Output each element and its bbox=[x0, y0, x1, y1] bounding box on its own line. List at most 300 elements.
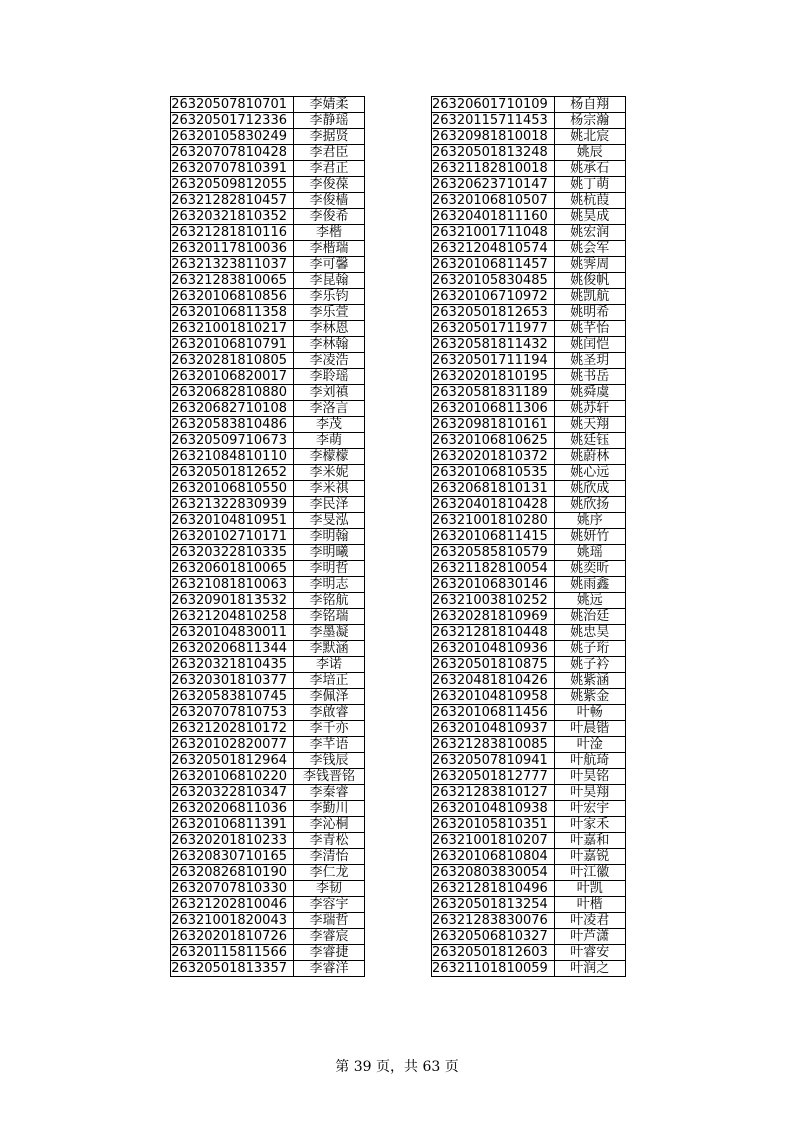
student-name-cell: 李诺 bbox=[294, 657, 365, 673]
student-name-cell: 李明哲 bbox=[294, 561, 365, 577]
exam-number-cell: 26320501812777 bbox=[432, 769, 555, 785]
table-row bbox=[171, 289, 365, 305]
table-row bbox=[432, 417, 626, 433]
table-row bbox=[432, 673, 626, 689]
exam-number-cell: 26320106830146 bbox=[432, 577, 555, 593]
table-row bbox=[432, 465, 626, 481]
exam-number-cell: 26320106810791 bbox=[171, 337, 294, 353]
student-name-cell: 姚辰 bbox=[554, 145, 625, 161]
exam-number-cell: 26320104810958 bbox=[432, 689, 555, 705]
exam-number-cell: 26321283810127 bbox=[432, 785, 555, 801]
student-name-cell: 姚序 bbox=[554, 513, 625, 529]
student-name-cell: 叶家禾 bbox=[554, 817, 625, 833]
table-row bbox=[432, 753, 626, 769]
student-name-cell: 叶江徽 bbox=[554, 865, 625, 881]
student-name-cell: 李瑞哲 bbox=[294, 913, 365, 929]
exam-number-cell: 26320826810190 bbox=[171, 865, 294, 881]
table-row bbox=[171, 401, 365, 417]
exam-number-cell: 26320106810220 bbox=[171, 769, 294, 785]
table-row bbox=[432, 641, 626, 657]
student-name-cell: 姚欣扬 bbox=[554, 497, 625, 513]
student-name-cell: 李睿捷 bbox=[294, 945, 365, 961]
student-name-cell: 姚忠昊 bbox=[554, 625, 625, 641]
exam-number-cell: 26321283830076 bbox=[432, 913, 555, 929]
student-name-cell: 李可馨 bbox=[294, 257, 365, 273]
exam-number-cell: 26321101810059 bbox=[432, 961, 555, 977]
exam-number-cell: 26320707810330 bbox=[171, 881, 294, 897]
exam-number-cell: 26320104810936 bbox=[432, 641, 555, 657]
student-name-cell: 叶航琦 bbox=[554, 753, 625, 769]
student-name-cell: 李楷 bbox=[294, 225, 365, 241]
table-row bbox=[171, 209, 365, 225]
exam-number-cell: 26320707810391 bbox=[171, 161, 294, 177]
exam-number-cell: 26320106811391 bbox=[171, 817, 294, 833]
exam-number-cell: 26320106810550 bbox=[171, 481, 294, 497]
exam-number-cell: 26320501712336 bbox=[171, 113, 294, 129]
student-name-cell: 李萌 bbox=[294, 433, 365, 449]
exam-number-cell: 26320105810351 bbox=[432, 817, 555, 833]
exam-number-cell: 26321204810574 bbox=[432, 241, 555, 257]
table-row bbox=[171, 273, 365, 289]
exam-number-cell: 26320901813532 bbox=[171, 593, 294, 609]
exam-number-cell: 26320322810347 bbox=[171, 785, 294, 801]
student-name-cell: 李芊语 bbox=[294, 737, 365, 753]
student-name-cell: 姚北宸 bbox=[554, 129, 625, 145]
exam-number-cell: 26320201810195 bbox=[432, 369, 555, 385]
table-row bbox=[432, 305, 626, 321]
table-row bbox=[171, 865, 365, 881]
student-name-cell: 姚瑶 bbox=[554, 545, 625, 561]
student-name-cell: 姚雨鑫 bbox=[554, 577, 625, 593]
table-row bbox=[432, 113, 626, 129]
student-name-cell: 李清怡 bbox=[294, 849, 365, 865]
exam-number-cell: 26320506810327 bbox=[432, 929, 555, 945]
student-name-cell: 姚远 bbox=[554, 593, 625, 609]
student-name-cell: 李钱晋铭 bbox=[294, 769, 365, 785]
student-name-cell: 叶楷 bbox=[554, 897, 625, 913]
exam-number-cell: 26320322810335 bbox=[171, 545, 294, 561]
exam-number-cell: 26320682810880 bbox=[171, 385, 294, 401]
exam-number-cell: 26320581831189 bbox=[432, 385, 555, 401]
student-name-cell: 李乐钧 bbox=[294, 289, 365, 305]
table-row bbox=[432, 801, 626, 817]
student-name-cell: 姚杭葭 bbox=[554, 193, 625, 209]
exam-number-cell: 26320104810951 bbox=[171, 513, 294, 529]
table-row bbox=[171, 753, 365, 769]
table-row bbox=[432, 433, 626, 449]
exam-number-cell: 26321202810046 bbox=[171, 897, 294, 913]
exam-number-cell: 26320501812964 bbox=[171, 753, 294, 769]
student-name-cell: 姚苏轩 bbox=[554, 401, 625, 417]
exam-number-cell: 26321204810258 bbox=[171, 609, 294, 625]
table-row bbox=[171, 945, 365, 961]
student-name-cell: 叶润之 bbox=[554, 961, 625, 977]
student-name-cell: 李明翰 bbox=[294, 529, 365, 545]
student-name-cell: 李千亦 bbox=[294, 721, 365, 737]
exam-number-cell: 26320104810938 bbox=[432, 801, 555, 817]
table-row bbox=[171, 225, 365, 241]
exam-number-cell: 26320106811415 bbox=[432, 529, 555, 545]
table-row bbox=[171, 897, 365, 913]
table-row bbox=[432, 609, 626, 625]
exam-number-cell: 26321001810207 bbox=[432, 833, 555, 849]
student-name-cell: 李乐萱 bbox=[294, 305, 365, 321]
student-name-cell: 李楷瑞 bbox=[294, 241, 365, 257]
student-name-cell: 姚子衿 bbox=[554, 657, 625, 673]
table-row bbox=[171, 529, 365, 545]
table-row bbox=[432, 401, 626, 417]
student-name-cell: 杨宗瀚 bbox=[554, 113, 625, 129]
exam-number-cell: 26321281810448 bbox=[432, 625, 555, 641]
exam-number-cell: 26320115711453 bbox=[432, 113, 555, 129]
table-row bbox=[171, 465, 365, 481]
table-row bbox=[432, 961, 626, 977]
student-name-cell: 姚欣成 bbox=[554, 481, 625, 497]
exam-number-cell: 26320509812055 bbox=[171, 177, 294, 193]
table-row bbox=[432, 497, 626, 513]
exam-number-cell: 26320321810352 bbox=[171, 209, 294, 225]
student-name-cell: 李刘禛 bbox=[294, 385, 365, 401]
roster-body-left bbox=[171, 97, 365, 977]
student-name-cell: 姚承石 bbox=[554, 161, 625, 177]
student-name-cell: 叶宏宇 bbox=[554, 801, 625, 817]
exam-number-cell: 26320106811358 bbox=[171, 305, 294, 321]
student-name-cell: 李林恩 bbox=[294, 321, 365, 337]
table-row bbox=[171, 385, 365, 401]
exam-number-cell: 26320206811344 bbox=[171, 641, 294, 657]
student-name-cell: 李凌浩 bbox=[294, 353, 365, 369]
student-name-cell: 李墨凝 bbox=[294, 625, 365, 641]
table-row bbox=[171, 113, 365, 129]
student-name-cell: 姚天翔 bbox=[554, 417, 625, 433]
exam-number-cell: 26320583810486 bbox=[171, 417, 294, 433]
table-row bbox=[171, 481, 365, 497]
roster-table-right bbox=[431, 96, 626, 977]
exam-number-cell: 26321202810172 bbox=[171, 721, 294, 737]
table-row bbox=[171, 929, 365, 945]
table-row bbox=[432, 737, 626, 753]
table-row bbox=[171, 689, 365, 705]
table-row bbox=[432, 817, 626, 833]
student-name-cell: 李林翰 bbox=[294, 337, 365, 353]
exam-number-cell: 26320583810745 bbox=[171, 689, 294, 705]
exam-number-cell: 26321081810063 bbox=[171, 577, 294, 593]
exam-number-cell: 26320105830249 bbox=[171, 129, 294, 145]
exam-number-cell: 26320301810377 bbox=[171, 673, 294, 689]
exam-number-cell: 26320501711977 bbox=[432, 321, 555, 337]
table-row bbox=[432, 385, 626, 401]
exam-number-cell: 26320401810428 bbox=[432, 497, 555, 513]
exam-number-cell: 26320115811566 bbox=[171, 945, 294, 961]
table-row bbox=[432, 593, 626, 609]
table-row bbox=[432, 897, 626, 913]
table-row bbox=[171, 577, 365, 593]
table-row bbox=[432, 481, 626, 497]
table-row bbox=[171, 193, 365, 209]
exam-number-cell: 26321001711048 bbox=[432, 225, 555, 241]
exam-number-cell: 26320201810233 bbox=[171, 833, 294, 849]
exam-number-cell: 26321084810110 bbox=[171, 449, 294, 465]
exam-number-cell: 26320507810941 bbox=[432, 753, 555, 769]
student-name-cell: 李青松 bbox=[294, 833, 365, 849]
student-name-cell: 姚书岳 bbox=[554, 369, 625, 385]
exam-number-cell: 26320501812653 bbox=[432, 305, 555, 321]
table-row bbox=[432, 449, 626, 465]
exam-number-cell: 26321281810496 bbox=[432, 881, 555, 897]
exam-number-cell: 26321182810018 bbox=[432, 161, 555, 177]
student-name-cell: 李钱辰 bbox=[294, 753, 365, 769]
table-row bbox=[432, 177, 626, 193]
roster-table-left bbox=[170, 96, 365, 977]
student-name-cell: 李檬檬 bbox=[294, 449, 365, 465]
exam-number-cell: 26321322830939 bbox=[171, 497, 294, 513]
table-row bbox=[432, 657, 626, 673]
table-row bbox=[432, 689, 626, 705]
student-name-cell: 李茂 bbox=[294, 417, 365, 433]
exam-number-cell: 26320106810625 bbox=[432, 433, 555, 449]
table-row bbox=[432, 145, 626, 161]
table-row bbox=[171, 913, 365, 929]
exam-number-cell: 26320509710673 bbox=[171, 433, 294, 449]
exam-number-cell: 26320803830054 bbox=[432, 865, 555, 881]
page-footer: 第 39 页，共 63 页 bbox=[335, 1059, 459, 1075]
table-row bbox=[171, 641, 365, 657]
exam-number-cell: 26320981810018 bbox=[432, 129, 555, 145]
table-row bbox=[432, 257, 626, 273]
exam-number-cell: 26320601810065 bbox=[171, 561, 294, 577]
exam-number-cell: 26321283810085 bbox=[432, 737, 555, 753]
table-row bbox=[432, 97, 626, 113]
student-name-cell: 李明志 bbox=[294, 577, 365, 593]
student-name-cell: 李沁桐 bbox=[294, 817, 365, 833]
table-row bbox=[171, 657, 365, 673]
table-row bbox=[432, 913, 626, 929]
table-row bbox=[171, 961, 365, 977]
student-name-cell: 李洛言 bbox=[294, 401, 365, 417]
student-name-cell: 李睿洋 bbox=[294, 961, 365, 977]
table-row bbox=[171, 705, 365, 721]
exam-number-cell: 26320623710147 bbox=[432, 177, 555, 193]
table-row bbox=[171, 241, 365, 257]
student-name-cell: 李佩泽 bbox=[294, 689, 365, 705]
student-name-cell: 叶嘉锐 bbox=[554, 849, 625, 865]
table-row bbox=[432, 865, 626, 881]
table-row bbox=[432, 193, 626, 209]
exam-number-cell: 26320106811456 bbox=[432, 705, 555, 721]
student-name-cell: 李铭瑞 bbox=[294, 609, 365, 625]
student-name-cell: 李俊樯 bbox=[294, 193, 365, 209]
student-name-cell: 姚蔚林 bbox=[554, 449, 625, 465]
table-row bbox=[171, 305, 365, 321]
exam-number-cell: 26321001810280 bbox=[432, 513, 555, 529]
table-row bbox=[432, 369, 626, 385]
student-name-cell: 李米妮 bbox=[294, 465, 365, 481]
exam-number-cell: 26320104830011 bbox=[171, 625, 294, 641]
exam-number-cell: 26320104810937 bbox=[432, 721, 555, 737]
table-row bbox=[171, 881, 365, 897]
exam-number-cell: 26320981810161 bbox=[432, 417, 555, 433]
exam-number-cell: 26320106710972 bbox=[432, 289, 555, 305]
exam-number-cell: 26320601710109 bbox=[432, 97, 555, 113]
student-name-cell: 姚舜虞 bbox=[554, 385, 625, 401]
student-name-cell: 李聆瑶 bbox=[294, 369, 365, 385]
student-name-cell: 姚圣玥 bbox=[554, 353, 625, 369]
table-row bbox=[432, 721, 626, 737]
student-name-cell: 姚明希 bbox=[554, 305, 625, 321]
exam-number-cell: 26320581811432 bbox=[432, 337, 555, 353]
table-row bbox=[432, 625, 626, 641]
exam-number-cell: 26320102820077 bbox=[171, 737, 294, 753]
table-row bbox=[171, 321, 365, 337]
table-row bbox=[171, 145, 365, 161]
table-row bbox=[432, 529, 626, 545]
student-name-cell: 叶芦潇 bbox=[554, 929, 625, 945]
table-row bbox=[432, 561, 626, 577]
student-name-cell: 姚廷钰 bbox=[554, 433, 625, 449]
roster-body-right bbox=[432, 97, 626, 977]
table-row bbox=[432, 353, 626, 369]
exam-number-cell: 26320281810969 bbox=[432, 609, 555, 625]
student-name-cell: 李秦睿 bbox=[294, 785, 365, 801]
student-name-cell: 叶畅 bbox=[554, 705, 625, 721]
table-row bbox=[171, 817, 365, 833]
table-row bbox=[171, 673, 365, 689]
exam-number-cell: 26320481810426 bbox=[432, 673, 555, 689]
exam-number-cell: 26320106810856 bbox=[171, 289, 294, 305]
student-name-cell: 李俊葆 bbox=[294, 177, 365, 193]
student-name-cell: 李韧 bbox=[294, 881, 365, 897]
student-name-cell: 李婧柔 bbox=[294, 97, 365, 113]
table-row bbox=[432, 929, 626, 945]
student-name-cell: 李君臣 bbox=[294, 145, 365, 161]
student-name-cell: 姚芊怡 bbox=[554, 321, 625, 337]
student-name-cell: 姚丁萌 bbox=[554, 177, 625, 193]
student-name-cell: 姚昊成 bbox=[554, 209, 625, 225]
student-name-cell: 姚俊帆 bbox=[554, 273, 625, 289]
exam-number-cell: 26320501812603 bbox=[432, 945, 555, 961]
exam-number-cell: 26320201810726 bbox=[171, 929, 294, 945]
table-row bbox=[171, 177, 365, 193]
student-name-cell: 姚治廷 bbox=[554, 609, 625, 625]
table-row bbox=[171, 593, 365, 609]
exam-number-cell: 26320501813254 bbox=[432, 897, 555, 913]
table-row bbox=[171, 785, 365, 801]
student-name-cell: 姚奕昕 bbox=[554, 561, 625, 577]
exam-number-cell: 26320401811160 bbox=[432, 209, 555, 225]
student-name-cell: 叶昊翔 bbox=[554, 785, 625, 801]
student-name-cell: 李民泽 bbox=[294, 497, 365, 513]
student-name-cell: 叶睿安 bbox=[554, 945, 625, 961]
exam-number-cell: 26320830710165 bbox=[171, 849, 294, 865]
exam-number-cell: 26320206811036 bbox=[171, 801, 294, 817]
table-row bbox=[171, 337, 365, 353]
student-name-cell: 李明曦 bbox=[294, 545, 365, 561]
table-row bbox=[171, 497, 365, 513]
exam-number-cell: 26320501812652 bbox=[171, 465, 294, 481]
exam-number-cell: 26320501711194 bbox=[432, 353, 555, 369]
table-row bbox=[432, 513, 626, 529]
student-name-cell: 李铭航 bbox=[294, 593, 365, 609]
table-row bbox=[171, 449, 365, 465]
student-name-cell: 李默涵 bbox=[294, 641, 365, 657]
exam-number-cell: 26321283810065 bbox=[171, 273, 294, 289]
exam-number-cell: 26320507810701 bbox=[171, 97, 294, 113]
table-row bbox=[171, 737, 365, 753]
student-name-cell: 叶嘉和 bbox=[554, 833, 625, 849]
exam-number-cell: 26320106810804 bbox=[432, 849, 555, 865]
table-row bbox=[432, 545, 626, 561]
table-row bbox=[171, 433, 365, 449]
table-row bbox=[432, 881, 626, 897]
student-name-cell: 李勤川 bbox=[294, 801, 365, 817]
table-row bbox=[432, 321, 626, 337]
exam-number-cell: 26320106820017 bbox=[171, 369, 294, 385]
table-row bbox=[171, 417, 365, 433]
table-row bbox=[432, 161, 626, 177]
table-row bbox=[432, 209, 626, 225]
student-name-cell: 李君正 bbox=[294, 161, 365, 177]
student-name-cell: 李仁龙 bbox=[294, 865, 365, 881]
table-row bbox=[171, 129, 365, 145]
table-row bbox=[432, 785, 626, 801]
table-row bbox=[171, 769, 365, 785]
table-row bbox=[171, 849, 365, 865]
student-name-cell: 杨自翔 bbox=[554, 97, 625, 113]
student-name-cell: 李睿宸 bbox=[294, 929, 365, 945]
student-name-cell: 叶凯 bbox=[554, 881, 625, 897]
table-row bbox=[432, 833, 626, 849]
student-name-cell: 叶晨锴 bbox=[554, 721, 625, 737]
table-row bbox=[432, 129, 626, 145]
table-row bbox=[171, 609, 365, 625]
table-row bbox=[171, 353, 365, 369]
exam-number-cell: 26320201810372 bbox=[432, 449, 555, 465]
exam-number-cell: 26320106811306 bbox=[432, 401, 555, 417]
exam-number-cell: 26321003810252 bbox=[432, 593, 555, 609]
student-name-cell: 姚宏润 bbox=[554, 225, 625, 241]
exam-number-cell: 26320501810875 bbox=[432, 657, 555, 673]
exam-number-cell: 26321001810217 bbox=[171, 321, 294, 337]
exam-number-cell: 26320117810036 bbox=[171, 241, 294, 257]
student-name-cell: 姚会军 bbox=[554, 241, 625, 257]
student-name-cell: 叶凌君 bbox=[554, 913, 625, 929]
exam-number-cell: 26320281810805 bbox=[171, 353, 294, 369]
table-row bbox=[432, 577, 626, 593]
student-name-cell: 李米祺 bbox=[294, 481, 365, 497]
exam-number-cell: 26320106811457 bbox=[432, 257, 555, 273]
table-row bbox=[171, 721, 365, 737]
exam-number-cell: 26320106810507 bbox=[432, 193, 555, 209]
student-name-cell: 姚霁周 bbox=[554, 257, 625, 273]
exam-number-cell: 26321323811037 bbox=[171, 257, 294, 273]
student-name-cell: 姚心远 bbox=[554, 465, 625, 481]
table-row bbox=[171, 561, 365, 577]
exam-number-cell: 26320707810428 bbox=[171, 145, 294, 161]
exam-number-cell: 26320682710108 bbox=[171, 401, 294, 417]
exam-number-cell: 26320707810753 bbox=[171, 705, 294, 721]
exam-number-cell: 26320501813248 bbox=[432, 145, 555, 161]
table-row bbox=[432, 849, 626, 865]
table-row bbox=[171, 545, 365, 561]
student-name-cell: 李俊希 bbox=[294, 209, 365, 225]
table-row bbox=[432, 289, 626, 305]
table-row bbox=[171, 625, 365, 641]
student-name-cell: 李旻泓 bbox=[294, 513, 365, 529]
student-name-cell: 姚妍竹 bbox=[554, 529, 625, 545]
exam-number-cell: 26321282810457 bbox=[171, 193, 294, 209]
student-name-cell: 李培正 bbox=[294, 673, 365, 689]
student-name-cell: 叶昊铭 bbox=[554, 769, 625, 785]
